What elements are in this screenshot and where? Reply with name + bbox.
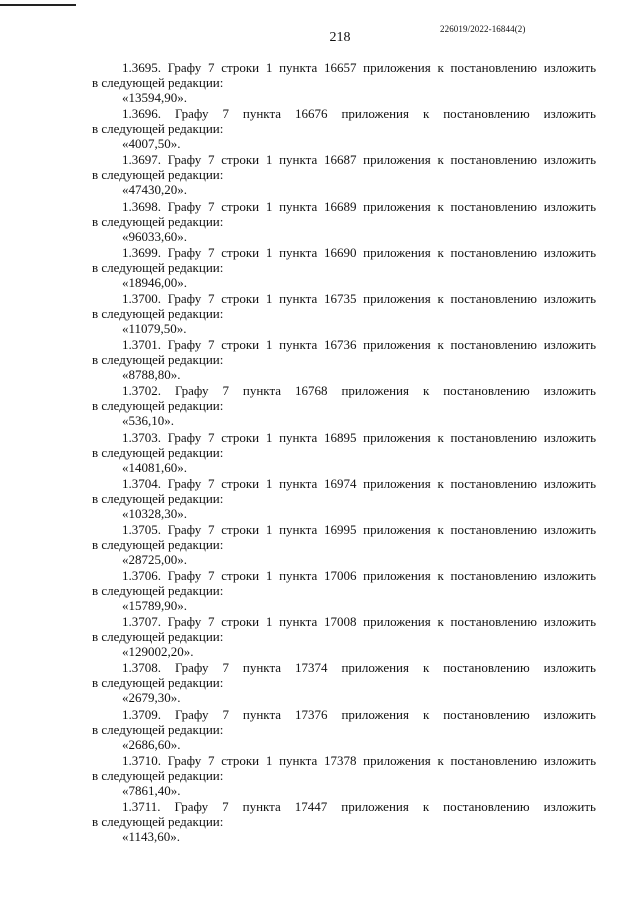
entry-word: 7 bbox=[208, 475, 215, 491]
entry-continuation: в следующей редакции: bbox=[92, 75, 224, 90]
entry-word: 16974 bbox=[323, 475, 357, 491]
entry-word: к bbox=[437, 337, 444, 353]
entry-value: «8788,80». bbox=[122, 367, 181, 383]
entry-word: 1 bbox=[265, 475, 273, 491]
entry-continuation: в следующей редакции: bbox=[92, 305, 224, 321]
entry-continuation: в следующей редакции: bbox=[92, 259, 224, 275]
entry-word: 1.3709. bbox=[122, 706, 161, 722]
entry-continuation: в следующей редакции: bbox=[92, 814, 224, 829]
entry-word: 1 bbox=[265, 244, 273, 260]
entry-value: «18946,00». bbox=[122, 274, 187, 290]
entry-word: приложения bbox=[341, 660, 409, 676]
entry-word: 7 bbox=[222, 660, 229, 676]
entry-word: пункта bbox=[279, 337, 318, 353]
entry-word: 1 bbox=[265, 337, 273, 353]
entry-word: Графу bbox=[167, 152, 202, 168]
entry-word: пункта bbox=[279, 475, 318, 491]
amendment-entry bbox=[92, 476, 596, 521]
entry-word: строки bbox=[221, 752, 260, 768]
entry-word: пункта bbox=[279, 429, 318, 445]
entry-word: к bbox=[422, 106, 430, 122]
amendment-entry bbox=[92, 522, 596, 567]
entry-word: 7 bbox=[208, 521, 215, 537]
entry-word: 7 bbox=[222, 799, 229, 814]
entry-word: изложить bbox=[543, 799, 596, 814]
amendment-entry bbox=[92, 383, 596, 428]
amendment-entry bbox=[92, 199, 596, 244]
entry-word: Графу bbox=[167, 290, 202, 306]
entry-first-line bbox=[92, 245, 596, 260]
entry-word: постановлению bbox=[443, 706, 530, 722]
entry-word: приложения bbox=[341, 706, 409, 722]
entry-word: 17374 bbox=[295, 660, 328, 676]
entry-first-line bbox=[92, 106, 596, 121]
entry-word: Графу bbox=[174, 660, 209, 676]
entry-word: изложить bbox=[543, 152, 596, 168]
amendment-entry bbox=[92, 60, 596, 105]
entry-word: изложить bbox=[543, 429, 596, 445]
entry-word: 1.3703. bbox=[122, 429, 161, 445]
entry-word: Графу bbox=[174, 799, 209, 814]
entry-word: приложения bbox=[363, 152, 431, 168]
entry-word: пункта bbox=[279, 752, 318, 768]
entry-word: к bbox=[437, 521, 444, 537]
document-code: 226019/2022-16844(2) bbox=[440, 24, 526, 34]
entry-first-line bbox=[92, 799, 596, 814]
entry-value: «15789,90». bbox=[122, 598, 187, 614]
entry-word: строки bbox=[221, 244, 260, 260]
entry-word: приложения bbox=[363, 521, 431, 537]
entry-word: 16689 bbox=[323, 198, 357, 214]
entry-value: «14081,60». bbox=[122, 459, 187, 475]
entry-value: «10328,30». bbox=[122, 505, 187, 521]
entry-word: постановлению bbox=[443, 660, 530, 676]
entry-word: к bbox=[437, 429, 444, 445]
entry-word: Графу bbox=[167, 568, 202, 584]
amendment-entry bbox=[92, 707, 596, 752]
top-rule bbox=[0, 4, 76, 6]
entry-word: Графу bbox=[167, 475, 202, 491]
entry-first-line bbox=[92, 199, 596, 214]
entry-continuation: в следующей редакции: bbox=[92, 213, 224, 229]
entry-word: 1.3708. bbox=[122, 660, 161, 676]
entry-word: Графу bbox=[167, 198, 202, 214]
entry-word: Графу bbox=[167, 521, 202, 537]
entry-first-line bbox=[92, 383, 596, 398]
entry-word: Графу bbox=[167, 614, 202, 630]
entry-value: «96033,60». bbox=[122, 228, 187, 244]
entry-word: приложения bbox=[341, 383, 409, 399]
entry-word: изложить bbox=[543, 198, 596, 214]
entry-word: 1.3710. bbox=[122, 752, 161, 768]
entry-word: постановлению bbox=[443, 106, 530, 122]
entry-word: к bbox=[422, 799, 430, 814]
entry-first-line bbox=[92, 568, 596, 583]
entry-first-line bbox=[92, 430, 596, 445]
entry-word: постановлению bbox=[450, 244, 537, 260]
entry-word: 7 bbox=[208, 568, 215, 584]
page-number: 218 bbox=[329, 30, 351, 45]
document-body bbox=[92, 60, 596, 845]
entry-word: приложения bbox=[363, 198, 431, 214]
entry-value: «129002,20». bbox=[122, 644, 194, 660]
entry-word: 1.3707. bbox=[122, 614, 161, 630]
entry-word: 1.3701. bbox=[122, 337, 161, 353]
entry-word: пункта bbox=[242, 106, 282, 122]
entry-word: 16768 bbox=[295, 383, 328, 399]
entry-continuation: в следующей редакции: bbox=[92, 352, 224, 368]
entry-word: 17376 bbox=[295, 706, 328, 722]
entry-word: Графу bbox=[174, 106, 209, 122]
entry-value: «47430,20». bbox=[122, 182, 187, 198]
entry-continuation: в следующей редакции: bbox=[92, 721, 224, 737]
entry-continuation: в следующей редакции: bbox=[92, 536, 224, 552]
entry-word: 1 bbox=[265, 614, 273, 630]
entry-word: Графу bbox=[167, 337, 202, 353]
entry-word: 1.3711. bbox=[122, 799, 161, 814]
entry-word: изложить bbox=[543, 614, 596, 630]
entry-word: пункта bbox=[279, 60, 318, 75]
entry-word: приложения bbox=[363, 60, 431, 75]
entry-continuation: в следующей редакции: bbox=[92, 121, 224, 137]
entry-first-line bbox=[92, 660, 596, 675]
entry-word: 1.3704. bbox=[122, 475, 161, 491]
entry-word: изложить bbox=[543, 60, 596, 75]
entry-value: «1143,60». bbox=[122, 829, 181, 844]
amendment-entry bbox=[92, 152, 596, 197]
amendment-entry bbox=[92, 799, 596, 844]
entry-value: «11079,50». bbox=[122, 320, 187, 336]
entry-word: строки bbox=[221, 60, 260, 75]
entry-value: «13594,90». bbox=[122, 90, 187, 105]
entry-continuation: в следующей редакции: bbox=[92, 629, 224, 645]
amendment-entry bbox=[92, 430, 596, 475]
entry-word: пункта bbox=[279, 568, 318, 584]
entry-word: пункта bbox=[279, 290, 318, 306]
entry-word: пункта bbox=[242, 660, 282, 676]
entry-word: постановлению bbox=[450, 152, 537, 168]
entry-word: 1.3699. bbox=[122, 244, 161, 260]
entry-word: постановлению bbox=[450, 290, 537, 306]
entry-word: 16736 bbox=[323, 337, 357, 353]
entry-word: строки bbox=[221, 614, 260, 630]
entry-word: изложить bbox=[543, 521, 596, 537]
entry-word: 7 bbox=[208, 337, 215, 353]
entry-word: к bbox=[437, 60, 444, 75]
entry-word: пункта bbox=[279, 521, 318, 537]
entry-word: изложить bbox=[543, 244, 596, 260]
entry-word: к bbox=[437, 475, 444, 491]
entry-word: 16735 bbox=[323, 290, 357, 306]
entry-word: Графу bbox=[174, 706, 209, 722]
entry-word: 1.3695. bbox=[122, 60, 161, 75]
entry-word: пункта bbox=[242, 706, 282, 722]
entry-word: 17378 bbox=[323, 752, 357, 768]
entry-word: строки bbox=[221, 568, 260, 584]
entry-word: 1.3705. bbox=[122, 521, 161, 537]
entry-word: постановлению bbox=[450, 614, 537, 630]
entry-word: 16995 bbox=[323, 521, 357, 537]
amendment-entry bbox=[92, 337, 596, 382]
entry-word: изложить bbox=[543, 568, 596, 584]
entry-word: 1.3696. bbox=[122, 106, 161, 122]
entry-word: строки bbox=[221, 521, 260, 537]
amendment-entry bbox=[92, 245, 596, 290]
entry-continuation: в следующей редакции: bbox=[92, 767, 224, 783]
entry-word: изложить bbox=[543, 290, 596, 306]
entry-word: приложения bbox=[363, 752, 431, 768]
entry-word: к bbox=[437, 290, 444, 306]
entry-word: изложить bbox=[543, 660, 596, 676]
entry-word: приложения bbox=[341, 106, 409, 122]
entry-word: к bbox=[437, 568, 444, 584]
entry-word: к bbox=[422, 706, 430, 722]
entry-word: пункта bbox=[279, 244, 318, 260]
entry-word: приложения bbox=[363, 429, 431, 445]
entry-word: 1 bbox=[265, 752, 273, 768]
entry-word: 1.3698. bbox=[122, 198, 161, 214]
entry-word: 7 bbox=[222, 706, 229, 722]
entry-word: строки bbox=[221, 475, 260, 491]
entry-word: строки bbox=[221, 429, 260, 445]
entry-word: 7 bbox=[208, 244, 215, 260]
entry-word: 7 bbox=[208, 429, 215, 445]
entry-word: 7 bbox=[208, 614, 215, 630]
amendment-entry bbox=[92, 291, 596, 336]
entry-word: изложить bbox=[543, 383, 596, 399]
entry-word: изложить bbox=[543, 752, 596, 768]
entry-word: 1.3702. bbox=[122, 383, 161, 399]
entry-word: Графу bbox=[167, 752, 202, 768]
entry-word: к bbox=[437, 198, 444, 214]
entry-first-line bbox=[92, 753, 596, 768]
entry-word: изложить bbox=[543, 706, 596, 722]
entry-value: «7861,40». bbox=[122, 782, 181, 798]
entry-value: «2679,30». bbox=[122, 690, 181, 706]
entry-word: 7 bbox=[208, 290, 215, 306]
entry-word: приложения bbox=[363, 244, 431, 260]
entry-word: изложить bbox=[543, 475, 596, 491]
entry-continuation: в следующей редакции: bbox=[92, 444, 224, 460]
entry-word: постановлению bbox=[450, 475, 537, 491]
entry-word: строки bbox=[221, 290, 260, 306]
entry-continuation: в следующей редакции: bbox=[92, 398, 224, 414]
entry-word: 1 bbox=[265, 152, 273, 168]
entry-word: пункта bbox=[242, 799, 281, 814]
entry-first-line bbox=[92, 614, 596, 629]
entry-word: 1.3697. bbox=[122, 152, 161, 168]
entry-word: 1 bbox=[265, 521, 273, 537]
entry-word: постановлению bbox=[450, 60, 537, 75]
entry-word: постановлению bbox=[443, 799, 530, 814]
entry-word: постановлению bbox=[443, 383, 530, 399]
entry-word: пункта bbox=[279, 614, 318, 630]
entry-word: приложения bbox=[363, 337, 431, 353]
entry-word: постановлению bbox=[450, 568, 537, 584]
entry-word: постановлению bbox=[450, 521, 537, 537]
entry-word: строки bbox=[221, 337, 260, 353]
entry-word: Графу bbox=[174, 383, 209, 399]
entry-value: «28725,00». bbox=[122, 551, 187, 567]
entry-word: приложения bbox=[363, 290, 431, 306]
entry-word: приложения bbox=[363, 568, 431, 584]
entry-word: изложить bbox=[543, 106, 596, 122]
entry-word: 16676 bbox=[295, 106, 328, 122]
entry-word: постановлению bbox=[450, 752, 537, 768]
entry-word: к bbox=[437, 752, 444, 768]
entry-first-line bbox=[92, 522, 596, 537]
entry-word: 1.3706. bbox=[122, 568, 161, 584]
entry-continuation: в следующей редакции: bbox=[92, 675, 224, 691]
entry-word: к bbox=[422, 383, 430, 399]
entry-word: пункта bbox=[279, 198, 318, 214]
entry-word: 1 bbox=[265, 290, 273, 306]
amendment-entry bbox=[92, 614, 596, 659]
entry-word: постановлению bbox=[450, 337, 537, 353]
entry-word: 16690 bbox=[323, 244, 357, 260]
entry-word: 7 bbox=[222, 383, 229, 399]
entry-word: Графу bbox=[167, 60, 202, 75]
entry-word: 1 bbox=[265, 429, 273, 445]
entry-value: «4007,50». bbox=[122, 136, 181, 152]
entry-word: 7 bbox=[208, 60, 215, 75]
entry-value: «536,10». bbox=[122, 413, 174, 429]
entry-word: 17008 bbox=[323, 614, 357, 630]
entry-word: приложения bbox=[363, 475, 431, 491]
entry-first-line bbox=[92, 152, 596, 167]
entry-word: 7 bbox=[222, 106, 229, 122]
entry-word: пункта bbox=[279, 152, 318, 168]
entry-word: 1 bbox=[265, 60, 273, 75]
entry-continuation: в следующей редакции: bbox=[92, 167, 224, 183]
entry-value: «2686,60». bbox=[122, 736, 181, 752]
entry-word: изложить bbox=[543, 337, 596, 353]
entry-word: приложения bbox=[363, 614, 431, 630]
entry-continuation: в следующей редакции: bbox=[92, 583, 224, 599]
amendment-entry bbox=[92, 660, 596, 705]
entry-word: строки bbox=[221, 152, 260, 168]
entry-word: 17006 bbox=[323, 568, 357, 584]
entry-word: 16657 bbox=[323, 60, 357, 75]
entry-word: 7 bbox=[208, 198, 215, 214]
entry-word: 7 bbox=[208, 152, 215, 168]
entry-word: 16895 bbox=[323, 429, 357, 445]
entry-word: 1 bbox=[265, 198, 273, 214]
entry-word: к bbox=[437, 614, 444, 630]
entry-word: 1 bbox=[265, 568, 273, 584]
entry-first-line bbox=[92, 337, 596, 352]
entry-word: 1.3700. bbox=[122, 290, 161, 306]
entry-word: Графу bbox=[167, 429, 202, 445]
entry-word: к bbox=[437, 244, 444, 260]
entry-word: 7 bbox=[208, 752, 215, 768]
entry-word: 17447 bbox=[294, 799, 328, 814]
entry-first-line bbox=[92, 60, 596, 75]
entry-word: 16687 bbox=[323, 152, 357, 168]
entry-word: приложения bbox=[341, 799, 409, 814]
entry-word: пункта bbox=[242, 383, 282, 399]
entry-word: постановлению bbox=[450, 429, 537, 445]
entry-word: к bbox=[437, 152, 444, 168]
entry-continuation: в следующей редакции: bbox=[92, 490, 224, 506]
amendment-entry bbox=[92, 753, 596, 798]
entry-first-line bbox=[92, 476, 596, 491]
amendment-entry bbox=[92, 106, 596, 151]
entry-first-line bbox=[92, 291, 596, 306]
entry-word: Графу bbox=[167, 244, 202, 260]
entry-word: постановлению bbox=[450, 198, 537, 214]
entry-word: к bbox=[422, 660, 430, 676]
entry-word: строки bbox=[221, 198, 260, 214]
entry-first-line bbox=[92, 707, 596, 722]
amendment-entry bbox=[92, 568, 596, 613]
